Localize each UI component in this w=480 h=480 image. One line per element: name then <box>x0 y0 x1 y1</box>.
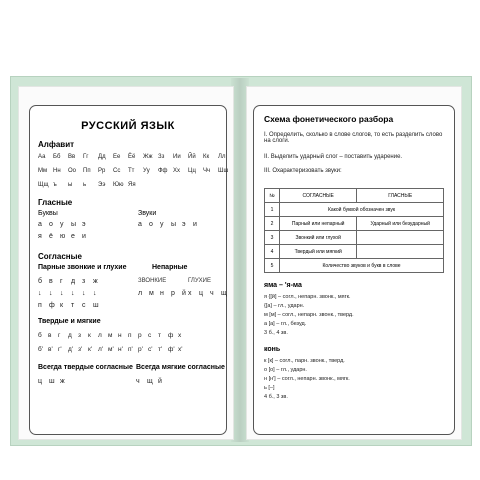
paired-voiceless-letter: ш <box>93 302 99 309</box>
soft-consonant: г' <box>58 346 62 353</box>
table-cell <box>357 245 444 259</box>
soft-consonant: м' <box>108 346 114 353</box>
alphabet-letter: Гг <box>83 154 89 160</box>
right-page <box>246 86 462 440</box>
hard-consonant: н <box>118 332 122 339</box>
table-cell: Твердый или мягкий <box>280 245 357 259</box>
vowel-letter: э <box>82 221 86 228</box>
vowel-letter: о <box>49 221 53 228</box>
vowel-letter: ы <box>71 221 77 228</box>
pair-arrow-icon: ↓ <box>60 290 64 297</box>
alphabet-letter: Ее <box>113 154 121 160</box>
unpaired-voiced-letter: р <box>171 290 175 297</box>
letters-label: Буквы <box>38 210 58 217</box>
always-soft-row <box>136 378 169 385</box>
alphabet-letter: Зз <box>158 154 165 160</box>
phonetic-analysis-panel <box>253 105 455 435</box>
unpaired-voiceless-letter: ц <box>199 290 204 297</box>
table-header-row <box>265 189 444 203</box>
soft-consonant: п' <box>128 346 133 353</box>
soft-consonant: ф' <box>168 346 175 353</box>
example-2-line: о [о] – гл., ударн. <box>264 367 307 373</box>
example-1-line: я {[й] – согл., непарн. звонк., мягк. <box>264 294 351 300</box>
alphabet-letter: Лл <box>218 154 226 160</box>
pair-arrow-icon: ↓ <box>71 290 75 297</box>
table-row <box>265 217 444 231</box>
alphabet-letter: Пп <box>83 168 91 174</box>
paired-voiceless-row <box>38 302 104 309</box>
alphabet-letter: Яя <box>128 182 136 188</box>
soft-consonant: з' <box>78 346 83 353</box>
hard-consonant: м <box>108 332 113 339</box>
alphabet-letter: Ээ <box>98 182 106 188</box>
russian-language-panel <box>29 105 227 435</box>
vowel-letter: я <box>38 233 42 240</box>
table-cell: 5 <box>265 259 280 273</box>
scheme-title: Схема фонетического разбора <box>264 114 394 124</box>
soft-consonant: д' <box>68 346 74 353</box>
alphabet-letter: Сс <box>113 168 121 174</box>
vowel-sounds-row <box>138 221 204 228</box>
hard-consonant: г <box>58 332 61 339</box>
always-hard-letter: ц <box>38 378 43 385</box>
vowel-letters-row-1 <box>38 221 93 228</box>
table-cell: Звонкий или глухой <box>280 231 357 245</box>
paired-voiceless-letter: т <box>71 302 75 309</box>
vowel-sound: а <box>138 221 142 228</box>
always-soft-letter: й <box>158 378 162 385</box>
soft-consonant: к' <box>88 346 93 353</box>
table-cell: 1 <box>265 203 280 217</box>
voiceless-label: ГЛУХИЕ <box>188 278 211 284</box>
table-header: СОГЛАСНЫЕ <box>280 189 357 203</box>
alphabet-letter: Вв <box>68 154 76 160</box>
alphabet-letter: Мм <box>38 168 48 174</box>
alphabet-row-3 <box>38 182 143 188</box>
soft-consonant: н' <box>118 346 123 353</box>
vowel-letter: ю <box>60 233 66 240</box>
alphabet-heading: Алфавит <box>38 140 75 149</box>
example-1-line: а [а] – гл., безуд. <box>264 321 307 327</box>
paired-voiceless-letter: к <box>60 302 64 309</box>
pair-arrow-icon: ↓ <box>93 290 97 297</box>
table-cell: 3 <box>265 231 280 245</box>
alphabet-letter: Чч <box>203 168 211 174</box>
consonants-heading: Согласные <box>38 252 82 261</box>
table-cell: 4 <box>265 245 280 259</box>
soft-consonant: т' <box>158 346 163 353</box>
example-2-line: н [н'] – согл., непарн. звонк., мягк. <box>264 376 350 382</box>
alphabet-letter: Аа <box>38 154 46 160</box>
alphabet-letter: ъ <box>53 182 57 188</box>
paired-voiced-letter: д <box>71 278 76 285</box>
vowel-sound: э <box>182 221 186 228</box>
soft-consonant: в' <box>48 346 53 353</box>
hard-consonant: ф <box>168 332 174 339</box>
vowel-letter: у <box>60 221 64 228</box>
hard-consonant: д <box>68 332 72 339</box>
step-3 <box>264 168 444 174</box>
vowel-sound: у <box>160 221 164 228</box>
always-soft-letter: щ <box>147 378 153 385</box>
alphabet-letter: Кк <box>203 154 210 160</box>
hard-consonant: п <box>128 332 132 339</box>
table-cell: Какой буквой обозначен звук <box>280 203 444 217</box>
example-1-line: м [м] – согл., непарн. звонк., тверд. <box>264 312 354 318</box>
always-soft-label: Всегда мягкие согласные <box>136 364 225 371</box>
paired-voiced-letter: ж <box>93 278 98 285</box>
hard-consonant: з <box>78 332 81 339</box>
always-hard-label: Всегда твердые согласные <box>38 364 133 371</box>
vowel-sound: ы <box>171 221 177 228</box>
table-cell <box>357 231 444 245</box>
alphabet-letter: Ии <box>173 154 181 160</box>
example-2-line: ь [–] <box>264 385 275 391</box>
example-1-word: яма – 'я-ма <box>264 282 302 289</box>
soft-consonant: х' <box>178 346 183 353</box>
soft-consonant: с' <box>148 346 153 353</box>
always-hard-letter: ж <box>60 378 65 385</box>
alphabet-letter: Юю <box>113 182 124 188</box>
paired-voiced-letter: в <box>49 278 53 285</box>
hard-consonant: в <box>48 332 52 339</box>
paired-voiceless-letter: с <box>82 302 86 309</box>
table-row <box>265 203 444 217</box>
voiced-label: ЗВОНКИЕ <box>138 278 167 284</box>
alphabet-letter: Фф <box>158 168 168 174</box>
step-1 <box>264 132 444 144</box>
alphabet-letter: Щщ <box>38 182 49 188</box>
alphabet-letter: Бб <box>53 154 61 160</box>
table-row <box>265 245 444 259</box>
hard-consonant: с <box>148 332 152 339</box>
vowel-letter: е <box>71 233 75 240</box>
vowel-letters-row-2 <box>38 233 93 240</box>
sounds-label: Звуки <box>138 210 157 217</box>
alphabet-letter: Хх <box>173 168 181 174</box>
vowel-sound: и <box>193 221 197 228</box>
soft-consonant: р' <box>138 346 143 353</box>
table-header: № <box>265 189 280 203</box>
step-2-number: II. <box>264 154 270 160</box>
paired-label: Парные звонкие и глухие <box>38 264 127 271</box>
alphabet-letter: Оо <box>68 168 77 174</box>
alphabet-letter: Жж <box>143 154 153 160</box>
alphabet-letter: Уу <box>143 168 150 174</box>
vowels-heading: Гласные <box>38 198 73 207</box>
alphabet-row-1 <box>38 154 233 160</box>
alphabet-letter: Дд <box>98 154 106 160</box>
hard-consonant: л <box>98 332 102 339</box>
always-hard-row <box>38 378 71 385</box>
paired-voiceless-letter: ф <box>49 302 55 309</box>
alphabet-letter: ь <box>83 182 87 188</box>
step-1-number: I. <box>264 132 268 138</box>
unpaired-voiced-letter: н <box>160 290 164 297</box>
step-1-text: Определить, сколько в слове слогов, то есть разделить слово на слоги. <box>264 132 443 144</box>
always-hard-letter: ш <box>49 378 55 385</box>
step-3-number: III. <box>264 168 271 174</box>
pair-arrow-icon: ↓ <box>82 290 86 297</box>
soft-consonant: л' <box>98 346 104 353</box>
table-cell: 2 <box>265 217 280 231</box>
paired-voiced-letter: з <box>82 278 86 285</box>
example-1-line: {[а] – гл., ударн. <box>264 303 305 309</box>
always-soft-letter: ч <box>136 378 140 385</box>
soft-consonant: б' <box>38 346 43 353</box>
hard-consonant: к <box>88 332 91 339</box>
alphabet-letter: Нн <box>53 168 61 174</box>
vowel-letter: ё <box>49 233 53 240</box>
table-header: ГЛАСНЫЕ <box>357 189 444 203</box>
example-2-line: к [к] – согл., парн. звонк., тверд. <box>264 358 345 364</box>
step-2 <box>264 154 444 160</box>
alphabet-letter: ы <box>68 182 73 188</box>
paired-voiced-letter: г <box>60 278 63 285</box>
step-3-text: Охарактеризовать звуки: <box>272 168 342 174</box>
alphabet-letter: Шш <box>218 168 229 174</box>
alphabet-letter: Рр <box>98 168 106 174</box>
hard-consonant: х <box>178 332 182 339</box>
unpaired-voiceless-letter: х <box>188 290 192 297</box>
example-2-word: конь <box>264 346 281 353</box>
table-cell: Парный или непарный <box>280 217 357 231</box>
alphabet-letter: Ёё <box>128 154 136 160</box>
unpaired-voiceless-letter: ч <box>210 290 214 297</box>
hard-consonant: т <box>158 332 161 339</box>
table-cell: Ударный или безударный <box>357 217 444 231</box>
pair-arrow-icon: ↓ <box>49 290 53 297</box>
page-title: РУССКИЙ ЯЗЫК <box>81 120 175 132</box>
unpaired-voiced-letter: м <box>149 290 154 297</box>
vowel-letter: и <box>82 233 86 240</box>
table-row <box>265 259 444 273</box>
example-1-line: 3 б., 4 зв. <box>264 330 288 336</box>
example-2-line: 4 б., 3 зв. <box>264 394 288 400</box>
hard-consonant: р <box>138 332 142 339</box>
unpaired-voiceless-row <box>188 290 232 297</box>
unpaired-voiced-letter: л <box>138 290 143 297</box>
paired-voiced-letter: б <box>38 278 43 285</box>
unpaired-voiced-letter: й <box>182 290 186 297</box>
hard-consonant: б <box>38 332 42 339</box>
pair-arrow-icon: ↓ <box>38 290 42 297</box>
paired-voiceless-letter: п <box>38 302 42 309</box>
table-cell: Количество звуков и букв в слове <box>280 259 444 273</box>
phonetic-table <box>264 188 444 273</box>
unpaired-voiceless-letter: щ <box>221 290 227 297</box>
unpaired-label: Непарные <box>152 264 188 271</box>
hard-consonants-row <box>38 332 188 339</box>
table-row <box>265 231 444 245</box>
vowel-sound: о <box>149 221 153 228</box>
unpaired-voiced-row <box>138 290 193 297</box>
alphabet-letter: Йй <box>188 154 196 160</box>
vowel-letter: а <box>38 221 42 228</box>
alphabet-letter: Тт <box>128 168 135 174</box>
left-page <box>18 86 234 440</box>
pair-arrows-row <box>38 290 104 297</box>
hard-soft-heading: Твердые и мягкие <box>38 318 101 325</box>
paired-voiced-row <box>38 278 104 285</box>
alphabet-row-2 <box>38 168 233 174</box>
step-2-text: Выделить ударный слог – поставить ударение. <box>270 154 403 160</box>
soft-consonants-row <box>38 346 188 353</box>
alphabet-letter: Цц <box>188 168 196 174</box>
